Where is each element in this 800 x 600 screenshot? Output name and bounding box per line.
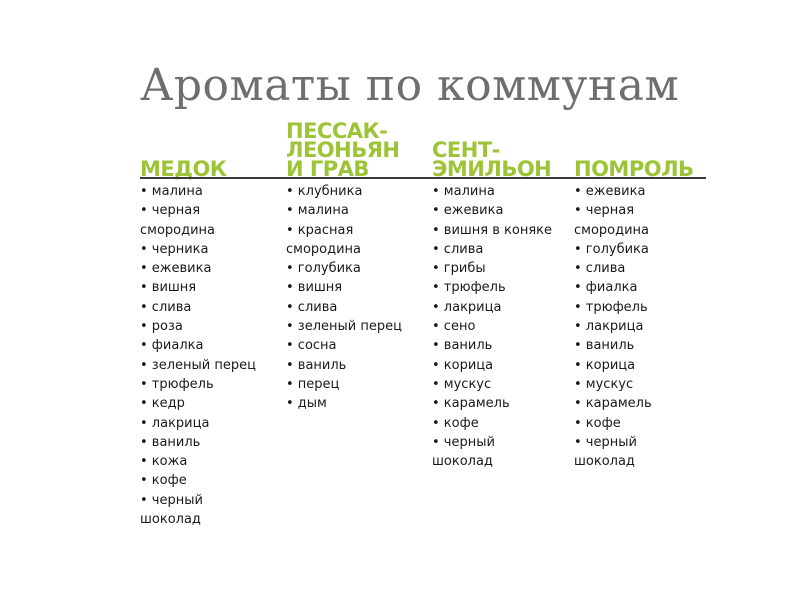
aroma-item: • карамель xyxy=(574,396,652,412)
slide-title: Ароматы по коммунам xyxy=(140,60,680,111)
aroma-item: • голубика xyxy=(286,261,361,277)
aroma-item: • перец xyxy=(286,376,340,392)
header-divider xyxy=(140,177,706,179)
aroma-item: • черная смородина xyxy=(574,203,650,238)
aroma-item: • ваниль xyxy=(140,434,201,450)
aroma-item: • малина xyxy=(432,184,495,199)
aroma-item: • фиалка xyxy=(574,280,638,296)
column-header-pomerol: ПОМРОЛЬ xyxy=(574,157,694,181)
aroma-item: • дым xyxy=(286,396,327,412)
aroma-item: • ежевика xyxy=(140,261,212,277)
aroma-item: • мускус xyxy=(574,376,634,392)
column-header-pessac-leognan: ПЕССАК- ЛЕОНЬЯН И ГРАВ xyxy=(286,119,400,181)
aroma-item: • лакрица xyxy=(432,299,502,315)
aroma-item: • лакрица xyxy=(574,319,644,335)
aroma-item: • трюфель xyxy=(574,299,648,315)
aroma-item: • трюфель xyxy=(140,376,214,392)
aroma-item: • голубика xyxy=(574,241,649,257)
aroma-item: • фиалка xyxy=(140,338,204,354)
aroma-item: • черный шоколад xyxy=(140,492,203,528)
aroma-item: • черная смородина xyxy=(140,203,216,238)
aroma-list-medoc xyxy=(140,182,280,529)
aroma-list-pomerol xyxy=(574,182,714,471)
aroma-item: • корица xyxy=(574,357,636,373)
aroma-item: • сено xyxy=(432,319,476,335)
aroma-item: • корица xyxy=(432,357,494,373)
aroma-item: • ваниль xyxy=(286,357,347,373)
aroma-item: • трюфель xyxy=(432,280,506,296)
column-header-medoc: МЕДОК xyxy=(140,157,227,181)
aroma-item: • черника xyxy=(140,241,209,257)
aroma-item: • кедр xyxy=(140,396,185,412)
aroma-list-saint-emilion xyxy=(432,182,572,471)
aroma-item: • красная смородина xyxy=(286,222,362,257)
aroma-item: • слива xyxy=(432,241,484,257)
aroma-item: • лакрица xyxy=(140,415,210,431)
aroma-item: • ваниль xyxy=(574,338,635,354)
aroma-item: • сосна xyxy=(286,338,337,354)
aroma-list-pessac-leognan xyxy=(286,182,426,414)
aroma-item: • кожа xyxy=(140,454,188,470)
aroma-item: • зеленый перец xyxy=(286,319,402,335)
aroma-item: • кофе xyxy=(574,415,621,431)
aroma-item: • малина xyxy=(140,184,203,199)
aroma-item: • слива xyxy=(140,299,192,315)
aroma-item: • кофе xyxy=(140,473,187,489)
aroma-item: • вишня в коняке xyxy=(432,222,553,238)
aroma-item: • малина xyxy=(286,203,349,219)
aroma-item: • черный шоколад xyxy=(574,434,637,470)
column-header-saint-emilion: СЕНТ- ЭМИЛЬОН xyxy=(432,138,552,181)
aroma-item: • черный шоколад xyxy=(432,434,495,470)
aroma-item: • мускус xyxy=(432,376,492,392)
aroma-item: • клубника xyxy=(286,184,363,199)
aroma-item: • грибы xyxy=(432,261,486,277)
aroma-item: • кофе xyxy=(432,415,479,431)
aroma-item: • слива xyxy=(286,299,338,315)
aroma-item: • вишня xyxy=(286,280,343,296)
aroma-item: • карамель xyxy=(432,396,510,412)
aroma-item: • ваниль xyxy=(432,338,493,354)
aroma-item: • роза xyxy=(140,319,183,335)
aroma-item: • зеленый перец xyxy=(140,357,256,373)
aroma-item: • ежевика xyxy=(432,203,504,219)
aroma-item: • вишня xyxy=(140,280,197,296)
aroma-item: • слива xyxy=(574,261,626,277)
aroma-item: • ежевика xyxy=(574,184,646,199)
